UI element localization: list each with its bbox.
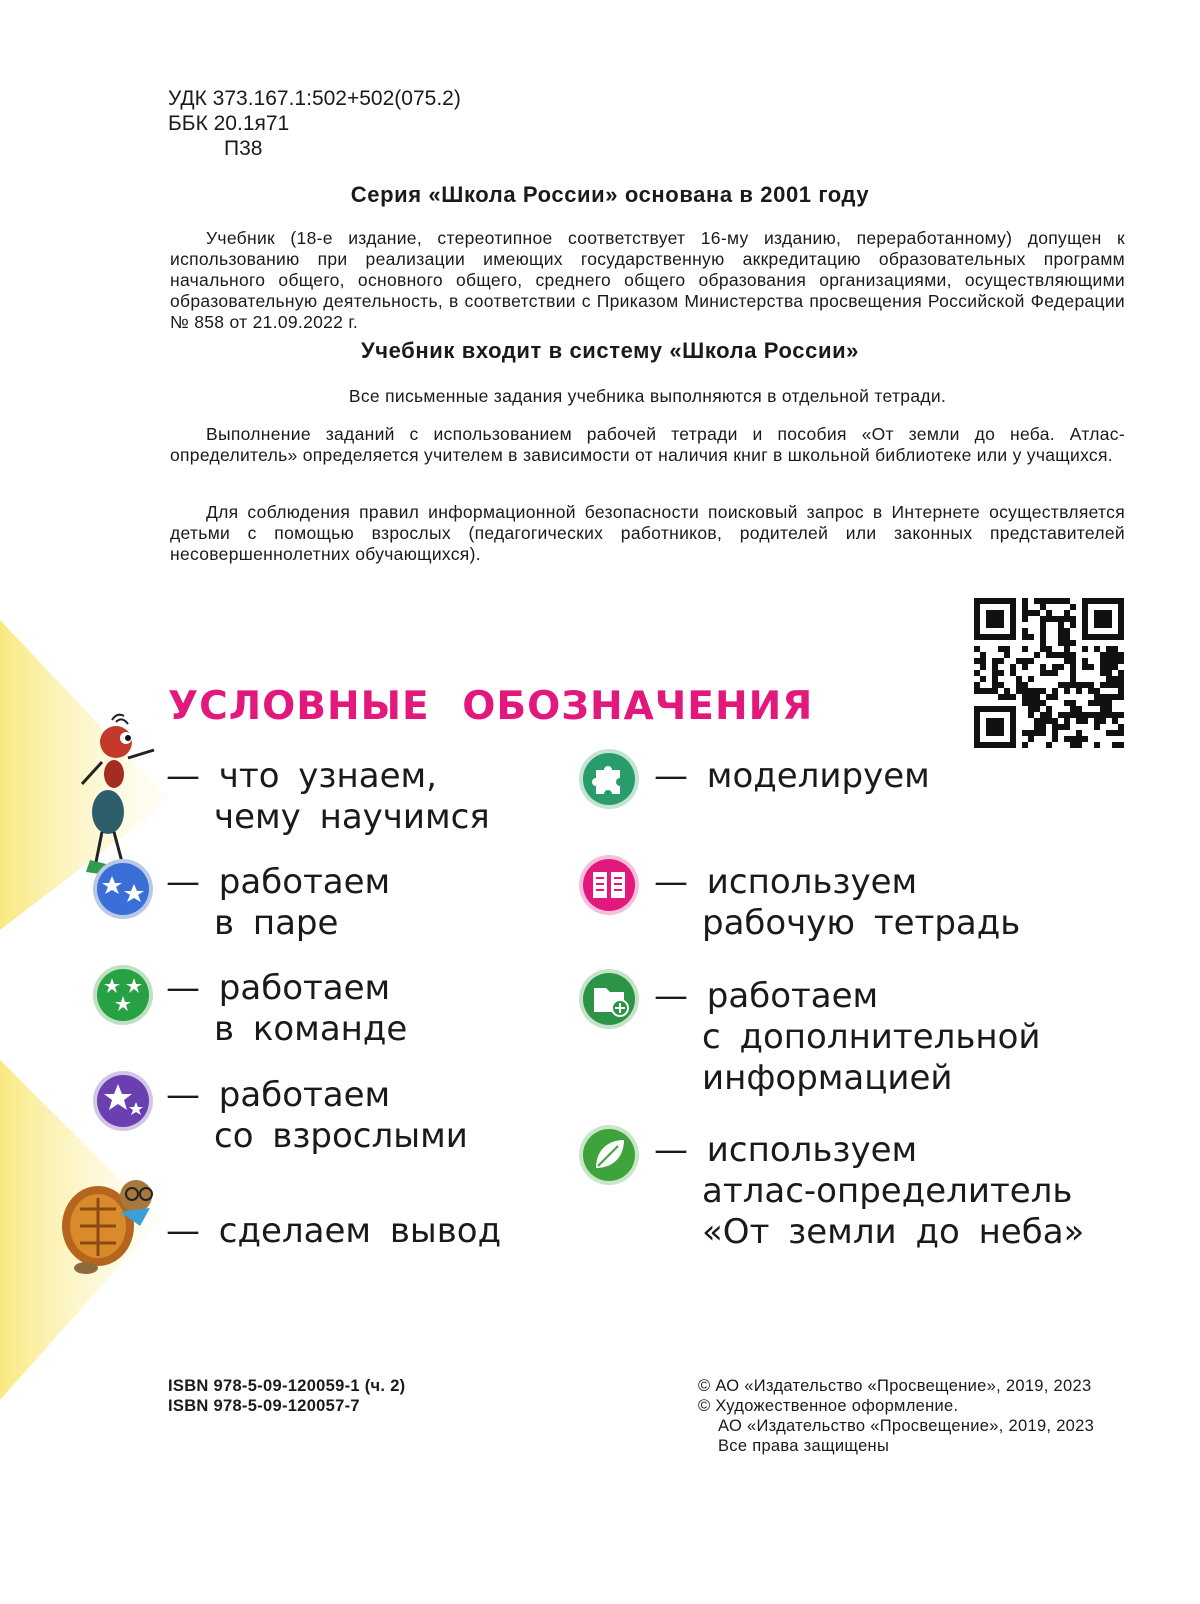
qr-module [1058, 598, 1064, 604]
qr-module [1076, 682, 1082, 688]
qr-module [1034, 688, 1040, 694]
legend-item-team [166, 968, 407, 1050]
qr-module [1046, 718, 1052, 724]
qr-module [1070, 670, 1076, 676]
qr-module [1118, 652, 1124, 658]
qr-module [1046, 706, 1052, 712]
legend-text-line: рабочую тетрадь [702, 903, 1021, 943]
isbn-block [168, 1376, 405, 1416]
qr-module [1076, 742, 1082, 748]
qr-module [1064, 610, 1070, 616]
qr-module [980, 658, 986, 664]
qr-module [1040, 616, 1046, 622]
system-line: Учебник входит в систему «Школа России» [360, 338, 860, 363]
qr-module [1106, 652, 1112, 658]
qr-module [1046, 670, 1052, 676]
qr-module [1046, 652, 1052, 658]
qr-module [1022, 610, 1028, 616]
qr-module [1028, 694, 1034, 700]
legend-text-line: — используем [654, 862, 918, 902]
legend-item-model [654, 756, 930, 797]
qr-module [1076, 718, 1082, 724]
qr-module [1058, 682, 1064, 688]
copyright-line: Все права защищены [718, 1437, 890, 1455]
qr-module [1016, 688, 1022, 694]
qr-module [1052, 730, 1058, 736]
qr-code[interactable] [974, 598, 1124, 748]
qr-module [1064, 736, 1070, 742]
qr-module [1070, 736, 1076, 742]
approval-text [170, 228, 1125, 333]
qr-module [1112, 742, 1118, 748]
qr-module [974, 682, 980, 688]
qr-module [1052, 736, 1058, 742]
qr-module [1052, 694, 1058, 700]
qr-module [1088, 712, 1094, 718]
qr-module [1058, 628, 1064, 634]
qr-module [1088, 682, 1094, 688]
qr-module [1070, 604, 1076, 610]
qr-module [1064, 598, 1070, 604]
bbk-code: ББК 20.1я71 [168, 112, 290, 135]
green-three-stars-icon [92, 964, 154, 1026]
qr-module [1070, 664, 1076, 670]
qr-module [1070, 676, 1076, 682]
qr-module [1022, 682, 1028, 688]
qr-module [1076, 736, 1082, 742]
legend-text-line: — работаем [166, 862, 391, 902]
qr-module [1094, 700, 1100, 706]
qr-module [1112, 664, 1118, 670]
qr-module [998, 658, 1004, 664]
qr-module [1046, 610, 1052, 616]
qr-module [1028, 688, 1034, 694]
qr-module [1052, 670, 1058, 676]
qr-module [1040, 622, 1046, 628]
qr-module [1112, 652, 1118, 658]
qr-module [1034, 598, 1040, 604]
qr-module [1100, 700, 1106, 706]
qr-module [1094, 724, 1100, 730]
qr-module [1046, 598, 1052, 604]
qr-module [1076, 688, 1082, 694]
legend-text-line: — работаем [654, 976, 879, 1016]
qr-module [1118, 724, 1124, 730]
qr-module [1028, 658, 1034, 664]
qr-module [1058, 640, 1064, 646]
qr-finder [986, 610, 1004, 628]
qr-module [1034, 730, 1040, 736]
qr-module [1070, 640, 1076, 646]
qr-module [1058, 622, 1064, 628]
qr-module [1034, 700, 1040, 706]
qr-module [986, 688, 992, 694]
leaf-icon [578, 1124, 640, 1186]
qr-module [1040, 646, 1046, 652]
qr-module [998, 646, 1004, 652]
qr-module [1022, 664, 1028, 670]
qr-module [1082, 646, 1088, 652]
qr-module [1022, 694, 1028, 700]
qr-module [1016, 682, 1022, 688]
qr-module [1064, 634, 1070, 640]
qr-module [992, 658, 998, 664]
qr-module [1040, 670, 1046, 676]
qr-module [992, 670, 998, 676]
qr-module [1088, 700, 1094, 706]
qr-module [1076, 730, 1082, 736]
qr-module [1052, 652, 1058, 658]
legend-item-adults [166, 1075, 468, 1157]
legend-text-line: со взрослыми [214, 1116, 468, 1156]
qr-module [1082, 712, 1088, 718]
qr-module [1112, 712, 1118, 718]
qr-module [1028, 634, 1034, 640]
qr-module [1094, 712, 1100, 718]
qr-module [1106, 712, 1112, 718]
qr-module [1040, 718, 1046, 724]
qr-module [1028, 736, 1034, 742]
qr-module [1028, 712, 1034, 718]
series-line: Серия «Школа России» основана в 2001 году [350, 182, 870, 207]
purple-stars-icon [92, 1070, 154, 1132]
legend-item-pair [166, 862, 390, 944]
legend-text-line: «От земли до неба» [702, 1212, 1085, 1252]
qr-module [1046, 712, 1052, 718]
qr-module [1094, 646, 1100, 652]
qr-module [1046, 616, 1052, 622]
qr-module [1118, 730, 1124, 736]
qr-module [1052, 724, 1058, 730]
qr-module [1112, 682, 1118, 688]
qr-module [1004, 646, 1010, 652]
qr-module [1100, 682, 1106, 688]
qr-module [1040, 688, 1046, 694]
qr-module [998, 682, 1004, 688]
qr-module [1112, 658, 1118, 664]
qr-module [1106, 706, 1112, 712]
qr-module [1064, 682, 1070, 688]
qr-module [980, 676, 986, 682]
qr-module [1118, 658, 1124, 664]
qr-module [1118, 688, 1124, 694]
qr-module [1028, 676, 1034, 682]
qr-module [1064, 658, 1070, 664]
qr-module [1064, 718, 1070, 724]
qr-module [1022, 688, 1028, 694]
note-1: Все письменные задания учебника выполняются в отдельной тетради. [348, 386, 947, 406]
qr-module [1034, 694, 1040, 700]
qr-finder [1094, 610, 1112, 628]
legend-text-line: атлас-определитель [702, 1171, 1073, 1211]
qr-module [1082, 718, 1088, 724]
qr-module [1022, 658, 1028, 664]
qr-module [1040, 598, 1046, 604]
blue-two-stars-icon [92, 858, 154, 920]
qr-module [998, 694, 1004, 700]
qr-module [1040, 664, 1046, 670]
isbn-line: ISBN 978-5-09-120059-1 (ч. 2) [168, 1377, 406, 1395]
qr-module [1112, 646, 1118, 652]
legend-text-line: — работаем [166, 968, 391, 1008]
qr-module [974, 688, 980, 694]
legend-text-line: чему научимся [214, 797, 490, 837]
legend-text-line: в паре [214, 903, 339, 943]
qr-module [1040, 604, 1046, 610]
qr-module [1040, 712, 1046, 718]
qr-module [1106, 658, 1112, 664]
qr-module [1106, 646, 1112, 652]
qr-module [1028, 610, 1034, 616]
qr-module [1046, 742, 1052, 748]
qr-module [992, 664, 998, 670]
legend-text-line: в команде [214, 1009, 408, 1049]
qr-module [1052, 688, 1058, 694]
qr-module [1058, 616, 1064, 622]
qr-module [1082, 736, 1088, 742]
qr-module [1040, 628, 1046, 634]
legend-item-extra-info [654, 976, 1041, 1099]
qr-module [1022, 646, 1028, 652]
qr-module [980, 664, 986, 670]
legend-text-line: с дополнительной [702, 1017, 1041, 1057]
qr-module [1106, 682, 1112, 688]
qr-module [1100, 652, 1106, 658]
qr-module [1034, 718, 1040, 724]
copyright-line: © АО «Издательство «Просвещение», 2019, 2023 [698, 1377, 1092, 1395]
legend-item-conclusion [166, 1211, 501, 1252]
ant-icon [62, 712, 162, 877]
qr-module [1022, 628, 1028, 634]
qr-module [974, 646, 980, 652]
qr-module [1022, 700, 1028, 706]
qr-module [1088, 664, 1094, 670]
qr-module [1064, 712, 1070, 718]
qr-module [1010, 694, 1016, 700]
qr-module [1022, 634, 1028, 640]
qr-module [1034, 724, 1040, 730]
qr-module [1064, 616, 1070, 622]
legend-item-learn [166, 756, 490, 838]
legend-text-line: — используем [654, 1130, 918, 1170]
qr-module [1052, 616, 1058, 622]
qr-module [1070, 622, 1076, 628]
qr-module [1052, 598, 1058, 604]
qr-module [1106, 676, 1112, 682]
qr-module [1118, 694, 1124, 700]
qr-module [992, 682, 998, 688]
qr-module [1034, 652, 1040, 658]
qr-module [1004, 652, 1010, 658]
qr-module [1040, 634, 1046, 640]
legend-title: УСЛОВНЫЕ ОБОЗНАЧЕНИЯ [168, 684, 814, 729]
qr-module [1082, 664, 1088, 670]
qr-module [1004, 688, 1010, 694]
qr-module [1094, 718, 1100, 724]
qr-module [1058, 634, 1064, 640]
qr-module [1022, 598, 1028, 604]
qr-module [1052, 664, 1058, 670]
qr-module [1112, 676, 1118, 682]
qr-module [1064, 652, 1070, 658]
qr-module [1058, 724, 1064, 730]
qr-module [1070, 700, 1076, 706]
qr-finder [986, 718, 1004, 736]
qr-module [1040, 700, 1046, 706]
qr-module [1076, 706, 1082, 712]
copyright-line: © Художественное оформление. [698, 1397, 959, 1415]
qr-module [998, 670, 1004, 676]
folder-plus-icon [578, 968, 640, 1030]
legend-item-atlas [654, 1130, 1084, 1253]
qr-module [1070, 616, 1076, 622]
qr-module [1028, 730, 1034, 736]
qr-module [1022, 616, 1028, 622]
qr-module [1082, 682, 1088, 688]
qr-module [1040, 730, 1046, 736]
qr-module [1106, 694, 1112, 700]
qr-module [1100, 658, 1106, 664]
qr-module [1100, 712, 1106, 718]
qr-module [1064, 628, 1070, 634]
qr-module [1094, 742, 1100, 748]
qr-module [1118, 742, 1124, 748]
legend-text-line: — работаем [166, 1075, 391, 1115]
qr-module [980, 688, 986, 694]
legend-text-line: — моделируем [654, 756, 930, 796]
qr-module [1052, 718, 1058, 724]
qr-module [1040, 724, 1046, 730]
qr-module [980, 652, 986, 658]
qr-module [1034, 610, 1040, 616]
qr-module [1106, 664, 1112, 670]
qr-module [1046, 694, 1052, 700]
qr-module [1028, 700, 1034, 706]
qr-module [1022, 730, 1028, 736]
qr-module [1004, 694, 1010, 700]
qr-module [1100, 664, 1106, 670]
qr-module [1112, 730, 1118, 736]
puzzle-icon [578, 748, 640, 810]
qr-module [1082, 658, 1088, 664]
qr-module [1028, 706, 1034, 712]
isbn-line: ISBN 978-5-09-120057-7 [168, 1397, 360, 1415]
qr-module [1064, 646, 1070, 652]
legend-text-line: информацией [702, 1058, 953, 1098]
turtle-icon [50, 1164, 162, 1276]
qr-module [1118, 676, 1124, 682]
qr-module [1064, 700, 1070, 706]
note-2-content: Выполнение заданий с использованием рабочей тетради и пособия «От земли до неба. Атлас-определитель» определяется учителем в зависимости от наличия книг в школьной библиотеке или у учащихся. [170, 424, 1125, 465]
copyright-block [698, 1376, 1094, 1456]
qr-module [1070, 742, 1076, 748]
qr-module [1118, 682, 1124, 688]
qr-module [1010, 670, 1016, 676]
qr-module [1040, 640, 1046, 646]
qr-module [1118, 712, 1124, 718]
qr-module [1064, 640, 1070, 646]
qr-module [1022, 742, 1028, 748]
qr-module [1046, 646, 1052, 652]
qr-module [1094, 694, 1100, 700]
qr-module [1070, 682, 1076, 688]
qr-module [1100, 706, 1106, 712]
qr-module [1070, 706, 1076, 712]
qr-module [1076, 712, 1082, 718]
qr-module [1106, 730, 1112, 736]
note-2 [170, 424, 1125, 466]
qr-module [1058, 664, 1064, 670]
qr-module [1106, 670, 1112, 676]
qr-module [1088, 688, 1094, 694]
qr-module [992, 688, 998, 694]
legend-item-workbook [654, 862, 1020, 944]
qr-module [1064, 688, 1070, 694]
qr-module [1106, 700, 1112, 706]
qr-module [1118, 670, 1124, 676]
note-3-content: Для соблюдения правил информационной безопасности поисковый запрос в Интернете осуществляется детьми с помощью взрослых (педагогических работников, родителей или законных представителей несовершеннолетних обучающихся). [170, 502, 1125, 564]
qr-module [1016, 658, 1022, 664]
qr-module [1034, 706, 1040, 712]
qr-module [1100, 694, 1106, 700]
qr-module [1070, 658, 1076, 664]
qr-module [1010, 664, 1016, 670]
qr-module [1022, 604, 1028, 610]
udk-code: УДК 373.167.1:502+502(075.2) [168, 87, 461, 110]
qr-module [1058, 652, 1064, 658]
qr-module [1100, 718, 1106, 724]
note-3 [170, 502, 1125, 565]
qr-module [1100, 670, 1106, 676]
qr-module [1112, 694, 1118, 700]
qr-module [1112, 718, 1118, 724]
qr-module [974, 670, 980, 676]
legend-text-line: — что узнаем, [166, 756, 437, 796]
qr-module [1016, 676, 1022, 682]
legend-text-line: — сделаем вывод [166, 1211, 502, 1251]
qr-module [992, 676, 998, 682]
qr-module [1070, 652, 1076, 658]
qr-module [1070, 712, 1076, 718]
approval-text-content: Учебник (18-е издание, стереотипное соответствует 16-му изданию, переработанному) допущен к использованию при реализации имеющих государственную аккредитацию образовательных программ начального общего, основного общего, среднего общего образования организациями, осуществляющими образовательную деятельность, в соответствии с Приказом Министерства просвещения Российской Федерации № 858 от 21.09.2022 г. [170, 228, 1125, 332]
workbook-icon [578, 854, 640, 916]
qr-module [1094, 688, 1100, 694]
qr-module [1058, 712, 1064, 718]
copyright-line: АО «Издательство «Просвещение», 2019, 2023 [718, 1417, 1095, 1435]
qr-module [974, 658, 980, 664]
author-mark: П38 [224, 137, 263, 160]
qr-module [1064, 724, 1070, 730]
